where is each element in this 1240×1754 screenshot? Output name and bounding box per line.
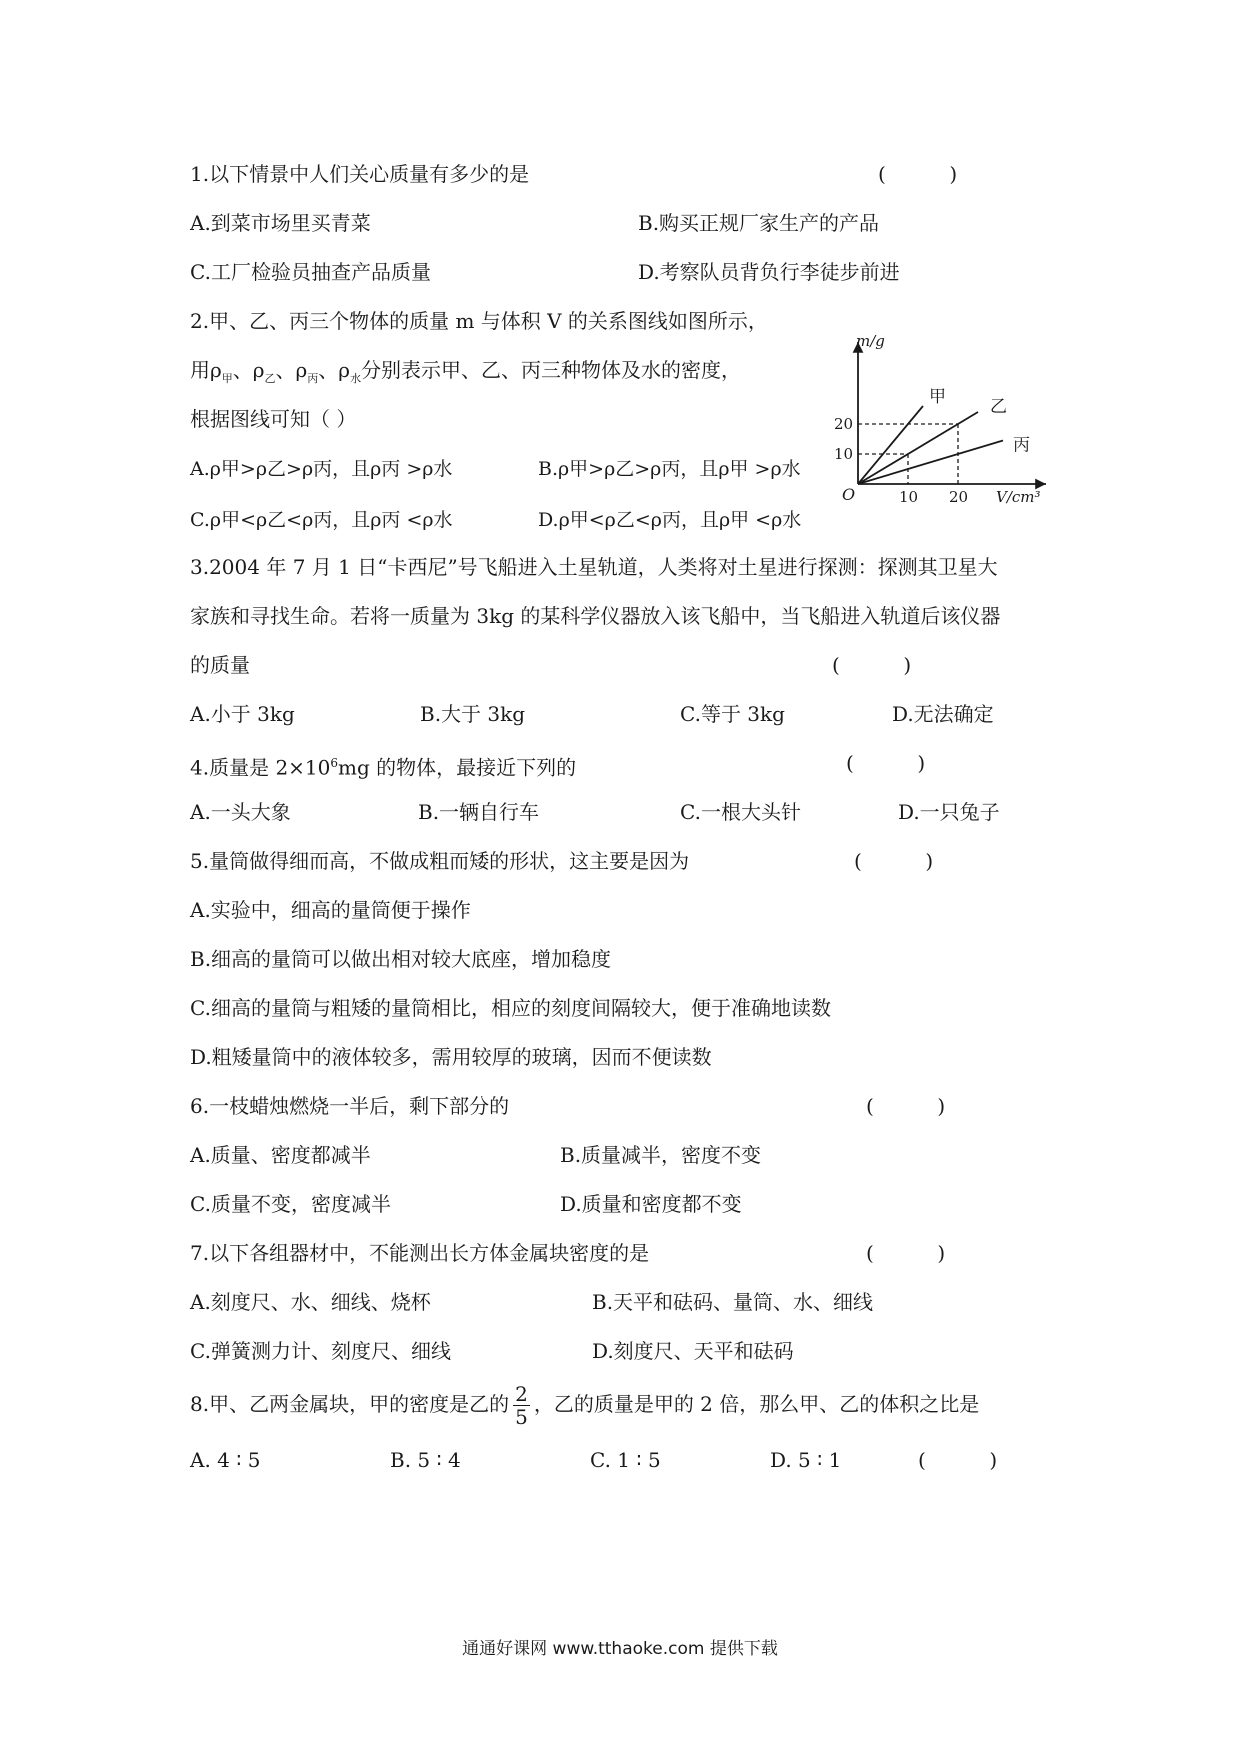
q7-stem: 7.以下各组器材中，不能测出长方体金属块密度的是 [190, 1241, 650, 1265]
q2-option-b: B.ρ甲>ρ乙>ρ丙，且ρ甲 >ρ水 [538, 458, 801, 480]
q2-option-a: A.ρ甲>ρ乙>ρ丙，且ρ丙 >ρ水 [190, 458, 453, 480]
q3-answer-bracket: ( ) [832, 653, 912, 677]
q4-exponent: 6 [330, 756, 339, 770]
sub-yi: 乙 [264, 372, 276, 385]
series-label-3: 丙 [1013, 435, 1030, 456]
q8-answer-bracket: ( ) [918, 1448, 998, 1472]
q5-option-a: A.实验中，细高的量筒便于操作 [190, 898, 471, 922]
rho-symbol: 用ρ [190, 358, 222, 382]
sub-jia: 甲 [221, 372, 233, 385]
q3-option-c: C.等于 3kg [680, 702, 785, 726]
q1-answer-bracket: ( ) [878, 162, 958, 186]
q1-stem: 1.以下情景中人们关心质量有多少的是 [190, 162, 530, 186]
q7-option-d: D.刻度尺、天平和砝码 [592, 1339, 794, 1363]
q1-option-a: A.到菜市场里买青菜 [190, 211, 371, 235]
sub-bing: 丙 [307, 372, 319, 385]
q5-option-c: C.细高的量筒与粗矮的量筒相比，相应的刻度间隔较大，便于准确地读数 [190, 996, 831, 1020]
q4-option-a: A.一头大象 [190, 800, 291, 824]
q7-option-c: C.弹簧测力计、刻度尺、细线 [190, 1339, 451, 1363]
x-tick-label-1: 10 [899, 488, 919, 506]
series-line-1 [858, 406, 923, 484]
q6-option-b: B.质量减半，密度不变 [560, 1143, 762, 1167]
q8-option-a: A. 4 ∶ 5 [190, 1448, 261, 1472]
q6-option-a: A.质量、密度都减半 [190, 1143, 371, 1167]
x-tick-label-2: 20 [949, 488, 969, 506]
q4-option-c: C.一根大头针 [680, 800, 801, 824]
q2-stem-line1: 2.甲、乙、丙三个物体的质量 m 与体积 V 的关系图线如图所示， [190, 309, 768, 333]
y-tick-label-1: 10 [834, 445, 854, 463]
q4-stem: 4.质量是 $2\times 10^6mg$ 的物体，最接近下列的 [190, 755, 577, 780]
y-axis-label: m/g [856, 332, 885, 350]
q2-stem-line3: 根据图线可知（ ） [190, 407, 357, 431]
q5-option-b: B.细高的量筒可以做出相对较大底座，增加稳度 [190, 947, 612, 971]
q8-stem: 8.甲、乙两金属块，甲的密度是乙的 $\frac{2}{5}$ ，乙的质量是甲的 2 倍，那么甲、乙的体积之比是 [190, 1382, 980, 1429]
q4-option-b: B.一辆自行车 [418, 800, 540, 824]
q5-option-d: D.粗矮量筒中的液体较多，需用较厚的玻璃，因而不便读数 [190, 1045, 712, 1069]
q4-option-d: D.一只兔子 [898, 800, 1000, 824]
q2-option-d: D.ρ甲<ρ乙<ρ丙，且ρ甲 <ρ水 [538, 509, 802, 531]
q3-option-a: A.小于 3kg [190, 702, 295, 726]
page-footer: 通通好课网 www.tthaoke.com 提供下载 [462, 1639, 778, 1659]
mass-volume-graph [826, 328, 1056, 508]
q3-stem-line2: 家族和寻找生命。若将一质量为 3kg 的某科学仪器放入该飞船中，当飞船进入轨道后该仪器 [190, 604, 1001, 628]
q3-stem-line1: 3.2004 年 7 月 1 日“卡西尼”号飞船进入土星轨道，人类将对土星进行探测：探测其卫星大 [190, 555, 998, 579]
q8-option-c: C. 1 ∶ 5 [590, 1448, 661, 1472]
q2-option-c: C.ρ甲<ρ乙<ρ丙，且ρ丙 <ρ水 [190, 509, 453, 531]
q1-option-c: C.工厂检验员抽查产品质量 [190, 260, 431, 284]
q3-stem-line3: 的质量 [190, 653, 250, 677]
sub-shui: 水 [350, 372, 362, 385]
series-label-2: 乙 [990, 397, 1007, 417]
fraction-two-fifths: $\frac{2}{5}$ [515, 1382, 528, 1429]
q8-option-b: B. 5 ∶ 4 [390, 1448, 461, 1472]
x-axis-label: V/cm³ [996, 488, 1041, 506]
q2-stem-line2: 用$\rho_甲$、$\rho_乙$、$\rho_丙$、$\rho_水$分别表示甲、乙、丙三种物体及水的密度， [190, 358, 742, 385]
series-line-3 [858, 441, 1003, 485]
q1-option-b: B.购买正规厂家生产的产品 [638, 211, 880, 235]
q6-option-c: C.质量不变，密度减半 [190, 1192, 391, 1216]
q8-option-d: D. 5 ∶ 1 [770, 1448, 842, 1472]
q3-option-d: D.无法确定 [892, 702, 994, 726]
q5-stem: 5.量筒做得细而高，不做成粗而矮的形状，这主要是因为 [190, 849, 690, 873]
q7-answer-bracket: ( ) [866, 1241, 946, 1265]
q6-stem: 6.一枝蜡烛燃烧一半后，剩下部分的 [190, 1094, 510, 1118]
series-line-2 [858, 412, 978, 484]
q6-answer-bracket: ( ) [866, 1094, 946, 1118]
q3-option-b: B.大于 3kg [420, 702, 526, 726]
q1-option-d: D.考察队员背负行李徒步前进 [638, 260, 900, 284]
q5-answer-bracket: ( ) [854, 849, 934, 873]
q6-option-d: D.质量和密度都不变 [560, 1192, 742, 1216]
series-label-1: 甲 [929, 387, 946, 407]
q7-option-b: B.天平和砝码、量筒、水、细线 [592, 1290, 874, 1314]
q7-option-a: A.刻度尺、水、细线、烧杯 [190, 1290, 431, 1314]
origin-label: O [842, 485, 856, 504]
q4-answer-bracket: ( ) [846, 751, 926, 775]
y-tick-label-2: 20 [834, 415, 854, 433]
